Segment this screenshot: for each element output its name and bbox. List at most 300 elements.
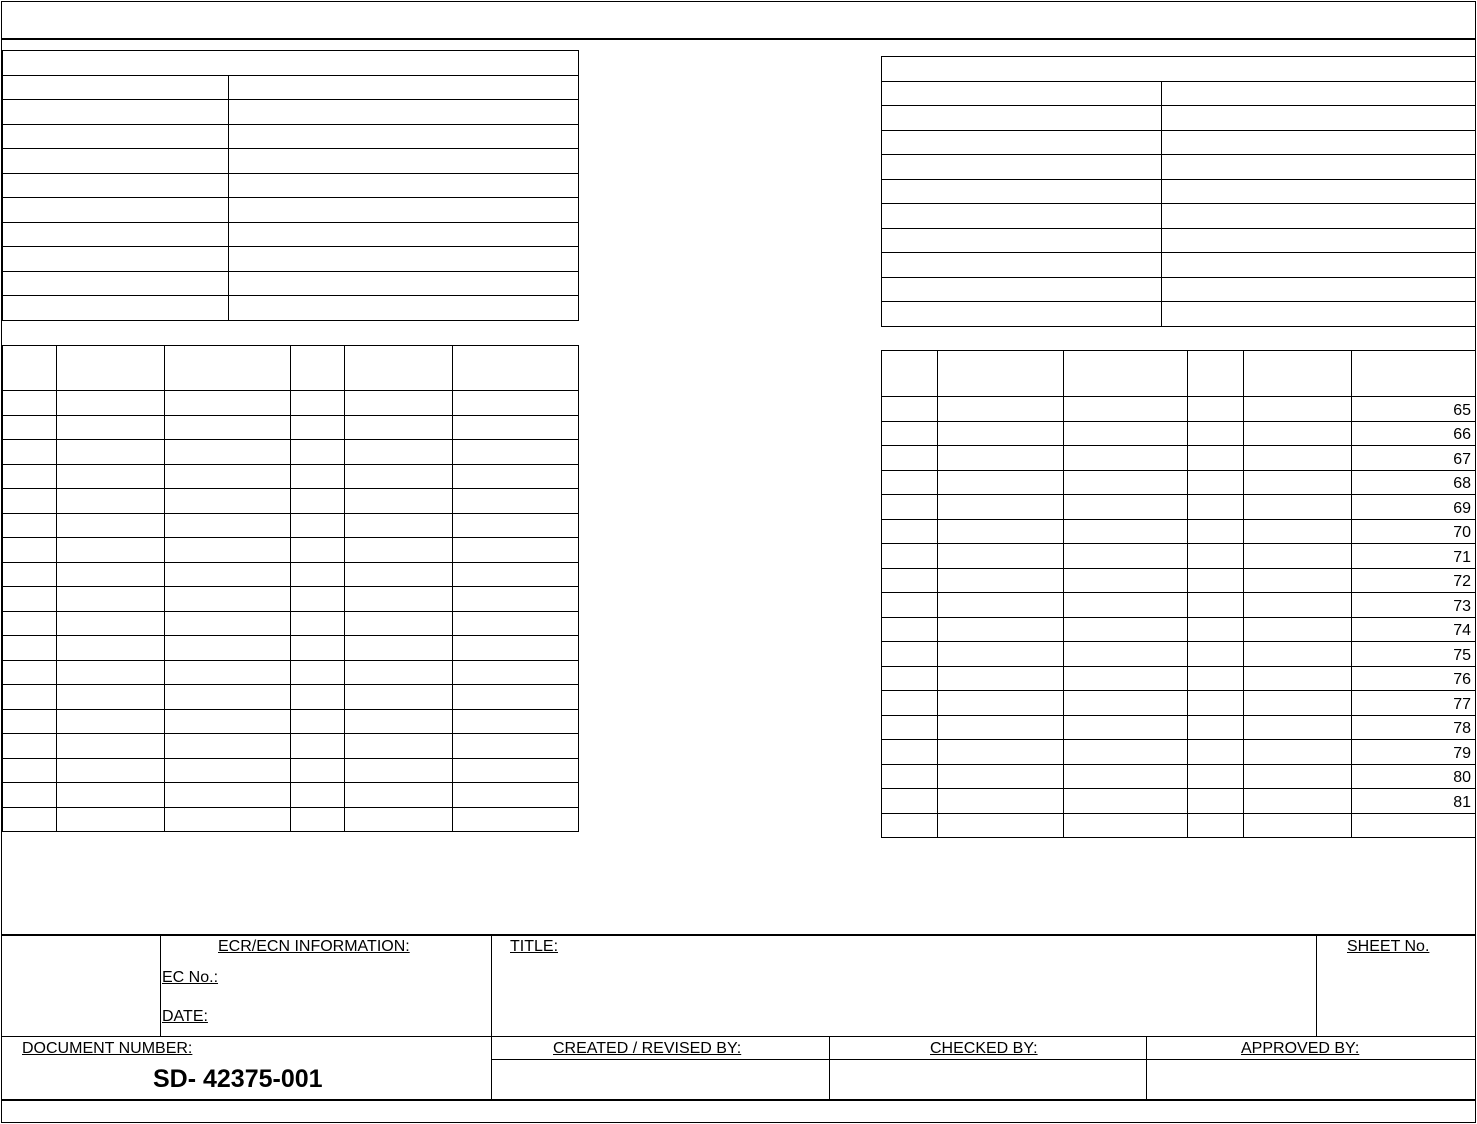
title-block-divider <box>1146 1036 1147 1100</box>
table-cell <box>938 666 1064 691</box>
table-row <box>882 568 1476 593</box>
line-number-cell: 69 <box>1352 495 1476 520</box>
left-field-value-cell <box>229 247 579 272</box>
left-column-header-cell <box>3 346 57 391</box>
table-cell <box>3 685 57 710</box>
table-row <box>882 397 1476 422</box>
table-cell <box>938 764 1064 789</box>
table-cell <box>938 421 1064 446</box>
table-cell <box>57 391 165 416</box>
line-number-cell: 76 <box>1352 666 1476 691</box>
table-cell <box>882 470 938 495</box>
left-field-label-cell <box>3 149 229 174</box>
table-cell <box>57 538 165 563</box>
left-field-row <box>3 100 579 125</box>
right-field-label-cell <box>882 253 1162 278</box>
table-row <box>882 446 1476 471</box>
table-row <box>3 636 579 661</box>
table-cell <box>453 562 579 587</box>
table-cell <box>1244 519 1352 544</box>
line-number-cell: 75 <box>1352 642 1476 667</box>
table-cell <box>1188 495 1244 520</box>
table-cell <box>291 783 345 808</box>
signature-line <box>491 1059 1476 1060</box>
table-cell <box>882 593 938 618</box>
table-cell <box>165 513 291 538</box>
table-row <box>882 617 1476 642</box>
line-number-cell: 70 <box>1352 519 1476 544</box>
table-cell <box>453 807 579 832</box>
table-cell <box>1244 544 1352 569</box>
table-cell <box>291 391 345 416</box>
table-cell <box>345 660 453 685</box>
created-revised-by-label: CREATED / REVISED BY: <box>553 1040 742 1057</box>
right-field-row <box>882 130 1476 155</box>
right-field-row <box>882 81 1476 106</box>
table-cell <box>291 464 345 489</box>
table-cell <box>3 440 57 465</box>
right-field-label-cell <box>882 81 1162 106</box>
left-field-value-cell <box>229 296 579 321</box>
table-cell <box>345 685 453 710</box>
line-number-cell: 78 <box>1352 715 1476 740</box>
table-cell <box>1188 446 1244 471</box>
right-column-header-cell <box>938 351 1064 397</box>
right-field-label-cell <box>882 228 1162 253</box>
right-header-row <box>882 57 1476 82</box>
table-cell <box>57 783 165 808</box>
left-field-value-cell <box>229 271 579 296</box>
right-field-value-cell <box>1162 106 1476 131</box>
table-cell <box>938 593 1064 618</box>
table-cell <box>165 685 291 710</box>
line-number-cell: 74 <box>1352 617 1476 642</box>
table-cell <box>1188 740 1244 765</box>
table-cell <box>1188 666 1244 691</box>
right-column-header-cell <box>1352 351 1476 397</box>
table-cell <box>345 513 453 538</box>
table-cell <box>57 611 165 636</box>
table-cell <box>1064 593 1188 618</box>
line-number-cell: 77 <box>1352 691 1476 716</box>
left-header-cell <box>3 51 579 76</box>
left-column-header-cell <box>453 346 579 391</box>
table-row <box>3 538 579 563</box>
table-cell <box>1188 813 1244 838</box>
table-cell <box>345 538 453 563</box>
table-cell <box>3 464 57 489</box>
table-cell <box>453 636 579 661</box>
table-row <box>3 807 579 832</box>
table-cell <box>1064 691 1188 716</box>
table-cell <box>453 660 579 685</box>
right-field-row <box>882 204 1476 229</box>
table-cell <box>291 489 345 514</box>
table-cell <box>3 562 57 587</box>
table-cell <box>882 715 938 740</box>
left-field-row <box>3 149 579 174</box>
table-cell <box>165 391 291 416</box>
table-cell <box>1244 764 1352 789</box>
table-cell <box>291 807 345 832</box>
table-cell <box>938 740 1064 765</box>
title-block-divider <box>160 934 161 1036</box>
table-cell <box>938 446 1064 471</box>
title-block-divider <box>829 1036 830 1100</box>
table-cell <box>3 611 57 636</box>
title-label: TITLE: <box>510 938 559 955</box>
table-cell <box>165 489 291 514</box>
table-cell <box>345 391 453 416</box>
table-cell <box>1064 470 1188 495</box>
table-cell <box>165 464 291 489</box>
table-cell <box>3 807 57 832</box>
line-number-cell: 66 <box>1352 421 1476 446</box>
table-row <box>3 391 579 416</box>
table-cell <box>453 513 579 538</box>
table-cell <box>453 611 579 636</box>
table-cell <box>1064 789 1188 814</box>
right-field-value-cell <box>1162 204 1476 229</box>
table-cell <box>1244 666 1352 691</box>
right-field-value-cell <box>1162 302 1476 327</box>
table-cell <box>1064 617 1188 642</box>
table-cell <box>882 397 938 422</box>
table-cell <box>1244 740 1352 765</box>
table-cell <box>453 734 579 759</box>
table-cell <box>938 495 1064 520</box>
table-cell <box>938 813 1064 838</box>
table-row <box>882 519 1476 544</box>
table-cell <box>57 734 165 759</box>
left-field-row <box>3 173 579 198</box>
table-cell <box>882 421 938 446</box>
table-cell <box>1244 715 1352 740</box>
table-cell <box>1244 397 1352 422</box>
table-cell <box>1244 789 1352 814</box>
table-cell <box>291 562 345 587</box>
right-field-row <box>882 228 1476 253</box>
table-cell <box>57 562 165 587</box>
title-block-mid-line <box>1 1036 1476 1037</box>
right-field-label-cell <box>882 179 1162 204</box>
table-cell <box>1188 691 1244 716</box>
right-field-row <box>882 253 1476 278</box>
table-cell <box>3 660 57 685</box>
right-field-row <box>882 302 1476 327</box>
table-cell <box>938 642 1064 667</box>
right-field-value-cell <box>1162 155 1476 180</box>
table-cell <box>1244 421 1352 446</box>
table-cell <box>882 617 938 642</box>
title-block-divider <box>491 934 492 1100</box>
table-cell <box>1064 715 1188 740</box>
table-row <box>3 464 579 489</box>
right-field-label-cell <box>882 302 1162 327</box>
top-border-line <box>1 38 1476 40</box>
table-cell <box>3 636 57 661</box>
left-field-label-cell <box>3 100 229 125</box>
left-field-label-cell <box>3 247 229 272</box>
right-field-value-cell <box>1162 228 1476 253</box>
table-cell <box>1188 617 1244 642</box>
right-field-value-cell <box>1162 81 1476 106</box>
table-row <box>3 660 579 685</box>
date-label: DATE: <box>162 1008 208 1025</box>
table-cell <box>165 415 291 440</box>
table-cell <box>1188 470 1244 495</box>
table-cell <box>1064 568 1188 593</box>
table-cell <box>1244 617 1352 642</box>
left-field-label-cell <box>3 124 229 149</box>
table-cell <box>938 617 1064 642</box>
left-field-value-cell <box>229 124 579 149</box>
right-field-value-cell <box>1162 253 1476 278</box>
table-cell <box>882 666 938 691</box>
table-cell <box>882 764 938 789</box>
left-field-row <box>3 75 579 100</box>
table-row <box>3 513 579 538</box>
table-cell <box>882 568 938 593</box>
line-number-cell: 72 <box>1352 568 1476 593</box>
table-cell <box>3 415 57 440</box>
table-cell <box>291 587 345 612</box>
left-field-value-cell <box>229 173 579 198</box>
table-cell <box>1244 470 1352 495</box>
table-cell <box>291 513 345 538</box>
table-cell <box>345 783 453 808</box>
table-cell <box>3 489 57 514</box>
table-cell <box>453 489 579 514</box>
table-row <box>882 495 1476 520</box>
table-cell <box>882 519 938 544</box>
line-number-cell: 79 <box>1352 740 1476 765</box>
table-cell <box>3 734 57 759</box>
table-cell <box>57 587 165 612</box>
document-number-label: DOCUMENT NUMBER: <box>22 1040 193 1057</box>
table-cell <box>345 464 453 489</box>
table-cell <box>1064 519 1188 544</box>
table-row <box>3 685 579 710</box>
right-field-label-cell <box>882 130 1162 155</box>
table-row <box>3 611 579 636</box>
table-cell <box>1064 421 1188 446</box>
right-header-cell <box>882 57 1476 82</box>
table-cell <box>165 807 291 832</box>
table-cell <box>3 587 57 612</box>
table-cell <box>165 734 291 759</box>
table-cell <box>165 636 291 661</box>
left-field-row <box>3 271 579 296</box>
table-cell <box>938 691 1064 716</box>
right-field-label-cell <box>882 106 1162 131</box>
left-field-row <box>3 124 579 149</box>
table-cell <box>453 758 579 783</box>
table-row <box>882 666 1476 691</box>
left-field-value-cell <box>229 198 579 223</box>
table-cell <box>882 642 938 667</box>
left-field-label-cell <box>3 222 229 247</box>
table-cell <box>3 538 57 563</box>
table-cell <box>1244 568 1352 593</box>
right-column-header-cell <box>882 351 938 397</box>
table-cell <box>882 691 938 716</box>
table-cell <box>1064 446 1188 471</box>
line-number-cell <box>1352 813 1476 838</box>
table-cell <box>1188 642 1244 667</box>
table-cell <box>453 440 579 465</box>
table-row <box>3 415 579 440</box>
line-number-cell: 73 <box>1352 593 1476 618</box>
table-cell <box>1064 666 1188 691</box>
right-field-value-cell <box>1162 179 1476 204</box>
left-column-header-cell <box>345 346 453 391</box>
table-row <box>882 691 1476 716</box>
table-cell <box>57 758 165 783</box>
table-cell <box>453 685 579 710</box>
table-cell <box>57 415 165 440</box>
table-row <box>882 642 1476 667</box>
left-header-row <box>3 51 579 76</box>
right-data-table <box>881 350 1476 838</box>
title-block-divider <box>1316 934 1317 1036</box>
table-cell <box>453 709 579 734</box>
right-column-header-cell <box>1244 351 1352 397</box>
table-cell <box>291 685 345 710</box>
table-cell <box>3 783 57 808</box>
line-number-cell: 80 <box>1352 764 1476 789</box>
table-cell <box>57 709 165 734</box>
table-cell <box>1188 519 1244 544</box>
table-cell <box>165 538 291 563</box>
table-cell <box>453 464 579 489</box>
table-cell <box>291 440 345 465</box>
table-row <box>3 758 579 783</box>
table-row <box>3 709 579 734</box>
approved-by-label: APPROVED BY: <box>1241 1040 1360 1057</box>
right-column-header-cell <box>1188 351 1244 397</box>
right-field-row <box>882 179 1476 204</box>
table-row <box>882 544 1476 569</box>
right-field-row <box>882 277 1476 302</box>
table-cell <box>1244 495 1352 520</box>
left-field-table <box>2 50 579 321</box>
line-number-cell: 67 <box>1352 446 1476 471</box>
table-row <box>3 562 579 587</box>
table-row <box>3 734 579 759</box>
table-cell <box>345 807 453 832</box>
table-cell <box>453 538 579 563</box>
table-cell <box>1244 691 1352 716</box>
line-number-cell: 65 <box>1352 397 1476 422</box>
right-field-row <box>882 155 1476 180</box>
table-cell <box>345 587 453 612</box>
table-cell <box>57 807 165 832</box>
table-cell <box>1188 715 1244 740</box>
table-cell <box>1188 544 1244 569</box>
table-cell <box>882 446 938 471</box>
right-column-header-cell <box>1064 351 1188 397</box>
table-cell <box>345 562 453 587</box>
left-field-value-cell <box>229 100 579 125</box>
right-field-table <box>881 56 1476 327</box>
table-row <box>882 421 1476 446</box>
left-field-row <box>3 198 579 223</box>
table-cell <box>57 636 165 661</box>
table-cell <box>1064 495 1188 520</box>
table-cell <box>165 562 291 587</box>
table-cell <box>165 758 291 783</box>
table-cell <box>345 709 453 734</box>
table-cell <box>57 660 165 685</box>
table-cell <box>1188 593 1244 618</box>
table-cell <box>1244 446 1352 471</box>
table-cell <box>882 495 938 520</box>
right-field-value-cell <box>1162 277 1476 302</box>
left-column-header-cell <box>57 346 165 391</box>
table-cell <box>3 758 57 783</box>
table-cell <box>345 734 453 759</box>
table-cell <box>291 636 345 661</box>
table-cell <box>453 415 579 440</box>
table-cell <box>882 813 938 838</box>
left-field-label-cell <box>3 198 229 223</box>
table-cell <box>1064 642 1188 667</box>
table-row <box>3 440 579 465</box>
left-field-label-cell <box>3 271 229 296</box>
table-cell <box>453 783 579 808</box>
right-column-header-row <box>882 351 1476 397</box>
table-cell <box>1188 568 1244 593</box>
left-data-table <box>2 345 579 832</box>
left-field-value-cell <box>229 75 579 100</box>
table-row <box>882 789 1476 814</box>
table-row <box>882 764 1476 789</box>
table-cell <box>57 685 165 710</box>
table-cell <box>1188 397 1244 422</box>
table-row <box>3 587 579 612</box>
table-cell <box>882 740 938 765</box>
right-field-label-cell <box>882 204 1162 229</box>
table-cell <box>291 758 345 783</box>
table-cell <box>882 789 938 814</box>
table-cell <box>1188 789 1244 814</box>
table-cell <box>1244 593 1352 618</box>
left-column-header-row <box>3 346 579 391</box>
table-cell <box>938 715 1064 740</box>
table-cell <box>165 611 291 636</box>
table-cell <box>882 544 938 569</box>
table-cell <box>165 660 291 685</box>
table-row <box>3 489 579 514</box>
left-column-header-cell <box>165 346 291 391</box>
table-cell <box>1064 397 1188 422</box>
table-row <box>882 715 1476 740</box>
table-cell <box>345 415 453 440</box>
left-field-value-cell <box>229 222 579 247</box>
table-cell <box>938 397 1064 422</box>
table-cell <box>1188 421 1244 446</box>
left-field-label-cell <box>3 296 229 321</box>
table-cell <box>57 464 165 489</box>
table-cell <box>1064 813 1188 838</box>
table-cell <box>3 513 57 538</box>
checked-by-label: CHECKED BY: <box>930 1040 1038 1057</box>
table-cell <box>938 544 1064 569</box>
table-cell <box>3 391 57 416</box>
right-field-row <box>882 106 1476 131</box>
table-cell <box>1244 642 1352 667</box>
